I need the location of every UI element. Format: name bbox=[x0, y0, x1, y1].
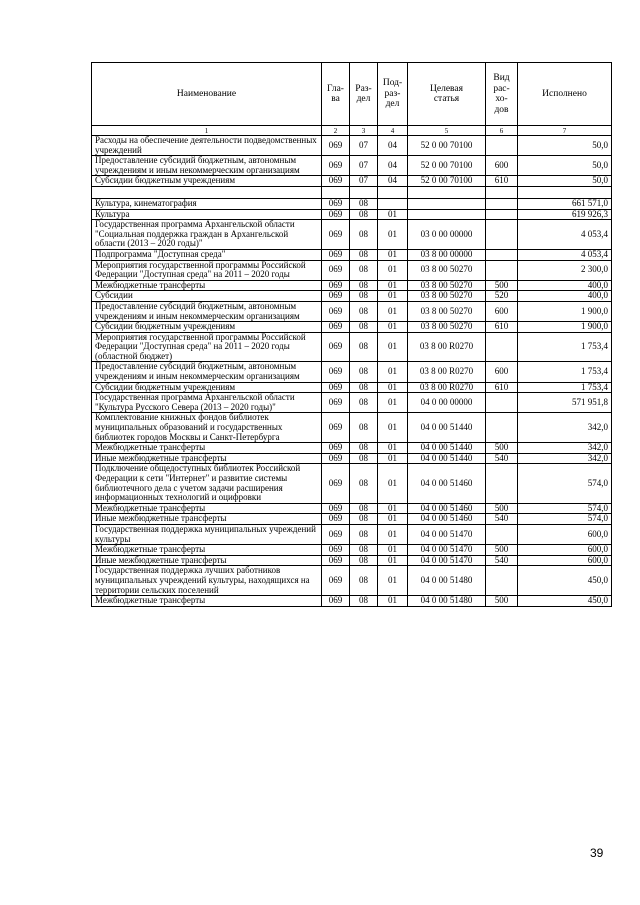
table-row bbox=[92, 156, 612, 176]
cell-amount: 574,0 bbox=[518, 503, 612, 514]
cell-amount: 400,0 bbox=[518, 291, 612, 302]
cell-amount: 574,0 bbox=[518, 464, 612, 503]
cell-razdel: 08 bbox=[350, 524, 378, 544]
table-row bbox=[92, 382, 612, 393]
cell-glava: 069 bbox=[322, 545, 350, 556]
cell-name: Субсидии бюджетным учреждениям bbox=[92, 382, 322, 393]
header-name: Наименование bbox=[92, 63, 322, 126]
cell-name: Межбюджетные трансферты bbox=[92, 443, 322, 454]
cell-razdel: 08 bbox=[350, 260, 378, 280]
cell-amount: 4 053,4 bbox=[518, 220, 612, 250]
cell-razdel: 08 bbox=[350, 280, 378, 291]
cell-target: 04 0 00 51480 bbox=[408, 596, 486, 607]
cell-vid: 610 bbox=[486, 176, 518, 187]
table-row bbox=[92, 186, 612, 198]
cell-name: Комплектование книжных фондов библиотек муниципальных образований и государственных библиотек городов Москвы и Санкт-Петербурга bbox=[92, 413, 322, 443]
cell-glava: 069 bbox=[322, 209, 350, 220]
cell-glava: 069 bbox=[322, 280, 350, 291]
cell-amount: 450,0 bbox=[518, 596, 612, 607]
cell-vid bbox=[486, 249, 518, 260]
cell-amount: 342,0 bbox=[518, 443, 612, 454]
cell-podrazdel: 01 bbox=[378, 596, 408, 607]
cell-name: Межбюджетные трансферты bbox=[92, 545, 322, 556]
cell-podrazdel: 01 bbox=[378, 514, 408, 525]
cell-razdel: 08 bbox=[350, 464, 378, 503]
table-header-row bbox=[92, 63, 612, 126]
cell-podrazdel: 01 bbox=[378, 220, 408, 250]
cell-vid: 610 bbox=[486, 382, 518, 393]
cell-target: 04 0 00 51460 bbox=[408, 514, 486, 525]
cell-glava: 069 bbox=[322, 291, 350, 302]
table-row bbox=[92, 291, 612, 302]
cell-glava: 069 bbox=[322, 382, 350, 393]
cell-vid: 500 bbox=[486, 503, 518, 514]
cell-glava: 069 bbox=[322, 198, 350, 209]
cell-glava: 069 bbox=[322, 322, 350, 333]
cell-razdel: 08 bbox=[350, 249, 378, 260]
cell-target bbox=[408, 209, 486, 220]
table-row bbox=[92, 362, 612, 382]
cell-podrazdel: 01 bbox=[378, 524, 408, 544]
cell-amount: 50,0 bbox=[518, 156, 612, 176]
cell-glava: 069 bbox=[322, 176, 350, 187]
cell-target: 04 0 00 51440 bbox=[408, 443, 486, 454]
cell-amount: 50,0 bbox=[518, 136, 612, 156]
cell-vid bbox=[486, 220, 518, 250]
cell-podrazdel: 04 bbox=[378, 176, 408, 187]
cell-vid: 500 bbox=[486, 545, 518, 556]
cell-razdel: 08 bbox=[350, 545, 378, 556]
cell-amount: 571 951,8 bbox=[518, 393, 612, 413]
cell-target bbox=[408, 186, 486, 198]
cell-podrazdel: 01 bbox=[378, 443, 408, 454]
cell-glava: 069 bbox=[322, 393, 350, 413]
cell-podrazdel: 01 bbox=[378, 249, 408, 260]
cell-vid: 500 bbox=[486, 596, 518, 607]
cell-target: 03 8 00 R0270 bbox=[408, 382, 486, 393]
column-number-row bbox=[92, 126, 612, 136]
cell-name: Субсидии бюджетным учреждениям bbox=[92, 176, 322, 187]
table-row bbox=[92, 322, 612, 333]
cell-amount: 2 300,0 bbox=[518, 260, 612, 280]
column-number: 3 bbox=[350, 126, 378, 136]
cell-vid: 520 bbox=[486, 291, 518, 302]
cell-razdel: 08 bbox=[350, 198, 378, 209]
cell-target: 03 8 00 50270 bbox=[408, 260, 486, 280]
table-row bbox=[92, 332, 612, 362]
cell-glava: 069 bbox=[322, 301, 350, 321]
cell-razdel: 08 bbox=[350, 596, 378, 607]
cell-glava: 069 bbox=[322, 524, 350, 544]
cell-name: Культура, кинематография bbox=[92, 198, 322, 209]
page-number: 39 bbox=[590, 846, 604, 860]
header-podrazdel: Под- раз- дел bbox=[378, 63, 408, 126]
table-row bbox=[92, 555, 612, 566]
cell-razdel: 08 bbox=[350, 291, 378, 302]
cell-razdel: 08 bbox=[350, 209, 378, 220]
cell-name: Мероприятия государственной программы Российской Федерации "Доступная среда" на 2011 – 2020 годы bbox=[92, 260, 322, 280]
table-body bbox=[92, 136, 612, 607]
cell-amount: 600,0 bbox=[518, 524, 612, 544]
cell-name: Предоставление субсидий бюджетным, автономным учреждениям и иным некоммерческим организациям bbox=[92, 301, 322, 321]
cell-podrazdel: 01 bbox=[378, 322, 408, 333]
cell-amount bbox=[518, 186, 612, 198]
cell-amount: 600,0 bbox=[518, 545, 612, 556]
cell-amount: 1 753,4 bbox=[518, 382, 612, 393]
cell-amount: 342,0 bbox=[518, 413, 612, 443]
cell-podrazdel bbox=[378, 186, 408, 198]
cell-amount: 574,0 bbox=[518, 514, 612, 525]
budget-table-container bbox=[91, 62, 611, 607]
cell-glava: 069 bbox=[322, 464, 350, 503]
cell-vid bbox=[486, 209, 518, 220]
cell-razdel: 08 bbox=[350, 393, 378, 413]
cell-vid: 610 bbox=[486, 322, 518, 333]
cell-target: 03 8 00 00000 bbox=[408, 249, 486, 260]
table-row bbox=[92, 453, 612, 464]
cell-vid bbox=[486, 186, 518, 198]
cell-razdel bbox=[350, 186, 378, 198]
table-row bbox=[92, 220, 612, 250]
cell-razdel: 08 bbox=[350, 413, 378, 443]
cell-target: 03 8 00 R0270 bbox=[408, 362, 486, 382]
cell-name: Субсидии bbox=[92, 291, 322, 302]
cell-name: Иные межбюджетные трансферты bbox=[92, 555, 322, 566]
cell-glava: 069 bbox=[322, 156, 350, 176]
cell-podrazdel: 01 bbox=[378, 209, 408, 220]
table-row bbox=[92, 514, 612, 525]
cell-vid bbox=[486, 524, 518, 544]
cell-amount: 1 753,4 bbox=[518, 332, 612, 362]
cell-razdel: 08 bbox=[350, 322, 378, 333]
table-row bbox=[92, 566, 612, 596]
column-number: 2 bbox=[322, 126, 350, 136]
cell-target: 03 8 00 50270 bbox=[408, 301, 486, 321]
cell-podrazdel: 01 bbox=[378, 280, 408, 291]
table-row bbox=[92, 524, 612, 544]
cell-name: Государственная поддержка муниципальных учреждений культуры bbox=[92, 524, 322, 544]
cell-podrazdel: 01 bbox=[378, 555, 408, 566]
table-row bbox=[92, 249, 612, 260]
cell-amount: 342,0 bbox=[518, 453, 612, 464]
cell-name: Культура bbox=[92, 209, 322, 220]
table-row bbox=[92, 443, 612, 454]
cell-target: 04 0 00 51460 bbox=[408, 503, 486, 514]
cell-razdel: 08 bbox=[350, 220, 378, 250]
cell-glava: 069 bbox=[322, 260, 350, 280]
header-glava: Гла- ва bbox=[322, 63, 350, 126]
cell-glava: 069 bbox=[322, 413, 350, 443]
table-row bbox=[92, 176, 612, 187]
cell-target: 52 0 00 70100 bbox=[408, 176, 486, 187]
table-row bbox=[92, 393, 612, 413]
cell-razdel: 08 bbox=[350, 514, 378, 525]
cell-razdel: 08 bbox=[350, 453, 378, 464]
cell-target bbox=[408, 198, 486, 209]
cell-vid: 600 bbox=[486, 156, 518, 176]
cell-name: Расходы на обеспечение деятельности подведомственных учреждений bbox=[92, 136, 322, 156]
table-row bbox=[92, 596, 612, 607]
table-row bbox=[92, 503, 612, 514]
cell-razdel: 08 bbox=[350, 443, 378, 454]
cell-target: 04 0 00 51470 bbox=[408, 524, 486, 544]
cell-target: 52 0 00 70100 bbox=[408, 136, 486, 156]
cell-name: Мероприятия государственной программы Российской Федерации "Доступная среда" на 2011 – 2020 годы (областной бюджет) bbox=[92, 332, 322, 362]
table-row bbox=[92, 260, 612, 280]
table-row bbox=[92, 280, 612, 291]
cell-razdel: 08 bbox=[350, 503, 378, 514]
cell-podrazdel bbox=[378, 198, 408, 209]
cell-vid: 600 bbox=[486, 362, 518, 382]
cell-amount: 600,0 bbox=[518, 555, 612, 566]
cell-amount: 400,0 bbox=[518, 280, 612, 291]
column-number: 1 bbox=[92, 126, 322, 136]
cell-vid bbox=[486, 413, 518, 443]
cell-name: Межбюджетные трансферты bbox=[92, 503, 322, 514]
cell-target: 04 0 00 51480 bbox=[408, 566, 486, 596]
header-razdel: Раз- дел bbox=[350, 63, 378, 126]
cell-podrazdel: 01 bbox=[378, 301, 408, 321]
cell-name: Подпрограмма "Доступная среда" bbox=[92, 249, 322, 260]
cell-target: 03 8 00 50270 bbox=[408, 322, 486, 333]
cell-name: Межбюджетные трансферты bbox=[92, 280, 322, 291]
cell-amount: 661 571,0 bbox=[518, 198, 612, 209]
cell-name: Предоставление субсидий бюджетным, автономным учреждениям и иным некоммерческим организациям bbox=[92, 362, 322, 382]
cell-razdel: 08 bbox=[350, 362, 378, 382]
cell-vid bbox=[486, 136, 518, 156]
cell-glava: 069 bbox=[322, 503, 350, 514]
cell-vid bbox=[486, 198, 518, 209]
cell-vid: 540 bbox=[486, 555, 518, 566]
cell-target: 03 8 00 R0270 bbox=[408, 332, 486, 362]
cell-podrazdel: 01 bbox=[378, 260, 408, 280]
cell-podrazdel: 01 bbox=[378, 382, 408, 393]
cell-name: Иные межбюджетные трансферты bbox=[92, 514, 322, 525]
cell-podrazdel: 01 bbox=[378, 362, 408, 382]
cell-target: 04 0 00 51470 bbox=[408, 545, 486, 556]
cell-amount: 1 900,0 bbox=[518, 301, 612, 321]
cell-glava: 069 bbox=[322, 555, 350, 566]
cell-podrazdel: 01 bbox=[378, 566, 408, 596]
cell-vid bbox=[486, 393, 518, 413]
table-row bbox=[92, 464, 612, 503]
cell-name: Иные межбюджетные трансферты bbox=[92, 453, 322, 464]
cell-podrazdel: 04 bbox=[378, 156, 408, 176]
cell-target: 52 0 00 70100 bbox=[408, 156, 486, 176]
cell-podrazdel: 01 bbox=[378, 464, 408, 503]
cell-vid: 600 bbox=[486, 301, 518, 321]
cell-target: 03 0 00 00000 bbox=[408, 220, 486, 250]
cell-glava bbox=[322, 186, 350, 198]
cell-glava: 069 bbox=[322, 220, 350, 250]
cell-name bbox=[92, 186, 322, 198]
cell-amount: 1 900,0 bbox=[518, 322, 612, 333]
cell-vid bbox=[486, 260, 518, 280]
table-row bbox=[92, 301, 612, 321]
cell-glava: 069 bbox=[322, 566, 350, 596]
header-target: Целевая статья bbox=[408, 63, 486, 126]
cell-name: Государственная поддержка лучших работников муниципальных учреждений культуры, находящихся на территории сельских поселений bbox=[92, 566, 322, 596]
cell-target: 03 8 00 50270 bbox=[408, 291, 486, 302]
cell-name: Подключение общедоступных библиотек Российской Федерации к сети "Интернет" и развитие системы библиотечного дела с учетом задачи расширения информационных технологий и оцифровки bbox=[92, 464, 322, 503]
cell-podrazdel: 01 bbox=[378, 413, 408, 443]
cell-amount: 1 753,4 bbox=[518, 362, 612, 382]
cell-vid bbox=[486, 332, 518, 362]
cell-amount: 619 926,3 bbox=[518, 209, 612, 220]
cell-podrazdel: 01 bbox=[378, 393, 408, 413]
cell-vid: 500 bbox=[486, 280, 518, 291]
table-row bbox=[92, 198, 612, 209]
cell-vid: 500 bbox=[486, 443, 518, 454]
cell-glava: 069 bbox=[322, 362, 350, 382]
cell-razdel: 08 bbox=[350, 555, 378, 566]
column-number: 7 bbox=[518, 126, 612, 136]
cell-target: 04 0 00 51440 bbox=[408, 413, 486, 443]
cell-razdel: 07 bbox=[350, 176, 378, 187]
column-number: 6 bbox=[486, 126, 518, 136]
cell-glava: 069 bbox=[322, 249, 350, 260]
cell-vid: 540 bbox=[486, 514, 518, 525]
cell-name: Государственная программа Архангельской области "Культура Русского Севера (2013 – 2020 годы)" bbox=[92, 393, 322, 413]
cell-podrazdel: 01 bbox=[378, 545, 408, 556]
table-row bbox=[92, 136, 612, 156]
cell-vid bbox=[486, 464, 518, 503]
cell-name: Государственная программа Архангельской области "Социальная поддержка граждан в Архангельской области (2013 – 2020 годы)" bbox=[92, 220, 322, 250]
cell-amount: 4 053,4 bbox=[518, 249, 612, 260]
table-row bbox=[92, 545, 612, 556]
cell-name: Межбюджетные трансферты bbox=[92, 596, 322, 607]
cell-podrazdel: 04 bbox=[378, 136, 408, 156]
cell-podrazdel: 01 bbox=[378, 503, 408, 514]
cell-target: 04 0 00 51460 bbox=[408, 464, 486, 503]
cell-razdel: 07 bbox=[350, 156, 378, 176]
cell-name: Субсидии бюджетным учреждениям bbox=[92, 322, 322, 333]
cell-glava: 069 bbox=[322, 453, 350, 464]
cell-razdel: 07 bbox=[350, 136, 378, 156]
cell-amount: 50,0 bbox=[518, 176, 612, 187]
cell-target: 04 0 00 51440 bbox=[408, 453, 486, 464]
cell-amount: 450,0 bbox=[518, 566, 612, 596]
cell-podrazdel: 01 bbox=[378, 453, 408, 464]
header-vid: Вид рас- хо- дов bbox=[486, 63, 518, 126]
cell-target: 03 8 00 50270 bbox=[408, 280, 486, 291]
cell-razdel: 08 bbox=[350, 382, 378, 393]
table-row bbox=[92, 413, 612, 443]
header-done: Исполнено bbox=[518, 63, 612, 126]
cell-glava: 069 bbox=[322, 136, 350, 156]
cell-name: Предоставление субсидий бюджетным, автономным учреждениям и иным некоммерческим организациям bbox=[92, 156, 322, 176]
cell-vid: 540 bbox=[486, 453, 518, 464]
budget-table bbox=[91, 62, 612, 607]
cell-glava: 069 bbox=[322, 596, 350, 607]
cell-vid bbox=[486, 566, 518, 596]
cell-target: 04 0 00 00000 bbox=[408, 393, 486, 413]
cell-glava: 069 bbox=[322, 514, 350, 525]
cell-razdel: 08 bbox=[350, 566, 378, 596]
column-number: 4 bbox=[378, 126, 408, 136]
cell-podrazdel: 01 bbox=[378, 332, 408, 362]
cell-glava: 069 bbox=[322, 443, 350, 454]
column-number: 5 bbox=[408, 126, 486, 136]
cell-razdel: 08 bbox=[350, 332, 378, 362]
cell-glava: 069 bbox=[322, 332, 350, 362]
cell-razdel: 08 bbox=[350, 301, 378, 321]
cell-podrazdel: 01 bbox=[378, 291, 408, 302]
cell-target: 04 0 00 51470 bbox=[408, 555, 486, 566]
table-row bbox=[92, 209, 612, 220]
